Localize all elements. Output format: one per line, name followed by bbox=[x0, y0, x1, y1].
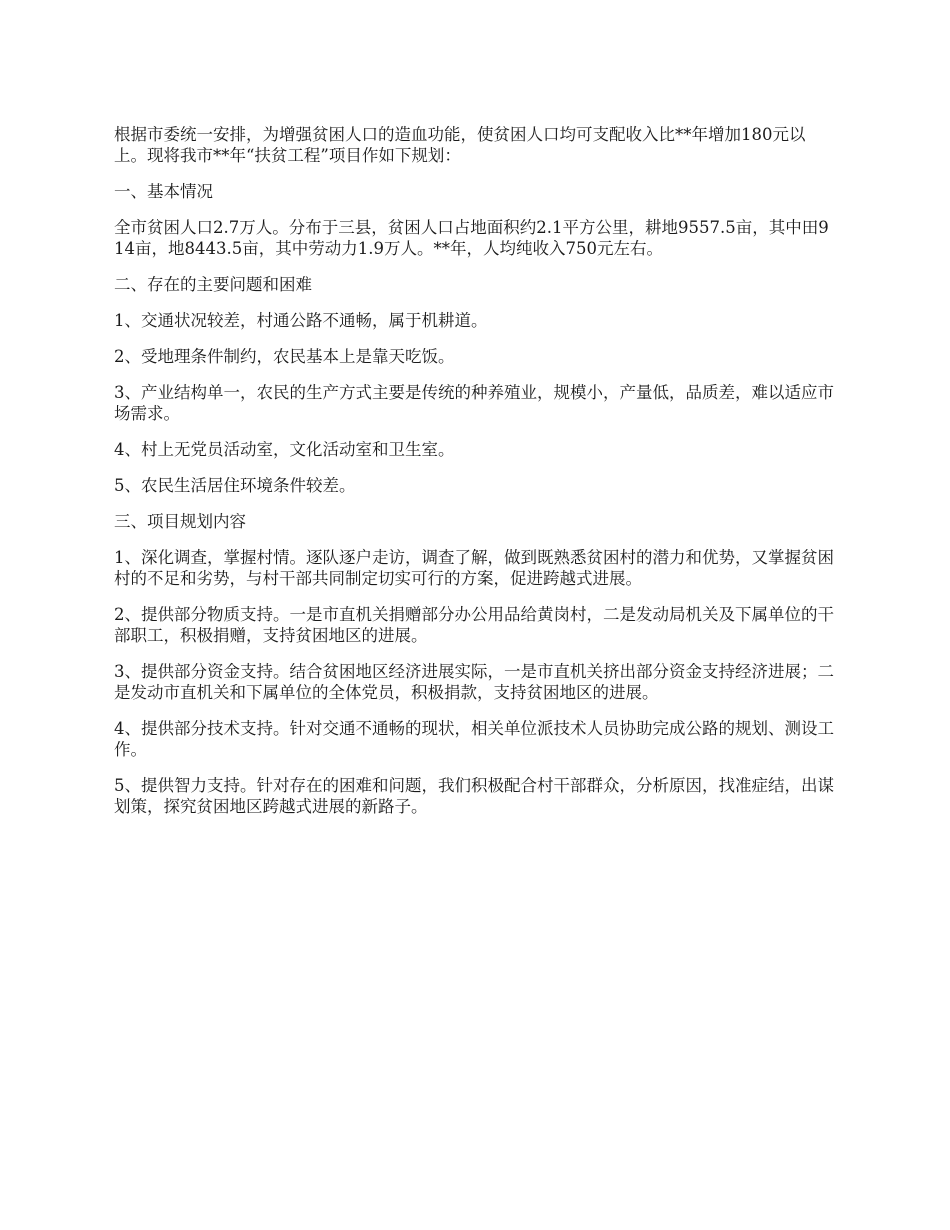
plan-item: 1、深化调查，掌握村情。逐队逐户走访，调查了解，做到既熟悉贫困村的潜力和优势，又掌握贫困村的不足和劣势，与村干部共同制定切实可行的方案，促进跨越式进展。 bbox=[114, 548, 834, 588]
problem-item: 1、交通状况较差，村通公路不通畅，属于机耕道。 bbox=[114, 311, 488, 330]
section-heading-basic-situation: 一、基本情况 bbox=[114, 182, 213, 201]
plan-item: 2、提供部分物质支持。一是市直机关捐赠部分办公用品给黄岗村，二是发动局机关及下属单位的干部职工，积极捐赠，支持贫困地区的进展。 bbox=[114, 605, 834, 645]
problem-item: 4、村上无党员活动室，文化活动室和卫生室。 bbox=[114, 440, 455, 459]
document-page bbox=[114, 124, 834, 832]
section-heading-project-plan: 三、项目规划内容 bbox=[114, 512, 246, 531]
intro-paragraph: 根据市委统一安排，为增强贫困人口的造血功能，使贫困人口均可支配收入比**年增加180元以上。现将我市**年“扶贫工程”项目作如下规划： bbox=[114, 125, 806, 165]
plan-item: 3、提供部分资金支持。结合贫困地区经济进展实际，一是市直机关挤出部分资金支持经济进展；二是发动市直机关和下属单位的全体党员，积极捐款，支持贫困地区的进展。 bbox=[114, 662, 834, 702]
problem-item: 3、产业结构单一，农民的生产方式主要是传统的种养殖业，规模小，产量低，品质差，难以适应市场需求。 bbox=[114, 383, 834, 423]
plan-item: 4、提供部分技术支持。针对交通不通畅的现状，相关单位派技术人员协助完成公路的规划、测设工作。 bbox=[114, 719, 834, 759]
section-heading-main-problems: 二、存在的主要问题和困难 bbox=[114, 275, 312, 294]
problem-item: 5、农民生活居住环境条件较差。 bbox=[114, 476, 356, 495]
basic-situation-paragraph: 全市贫困人口2.7万人。分布于三县，贫困人口占地面积约2.1平方公里，耕地9557.5亩，其中田914亩，地8443.5亩，其中劳动力1.9万人。**年，人均纯收入750元左右。 bbox=[114, 218, 829, 258]
plan-item: 5、提供智力支持。针对存在的困难和问题，我们积极配合村干部群众，分析原因，找准症结，出谋划策，探究贫困地区跨越式进展的新路子。 bbox=[114, 776, 834, 816]
problem-item: 2、受地理条件制约，农民基本上是靠天吃饭。 bbox=[114, 347, 455, 366]
